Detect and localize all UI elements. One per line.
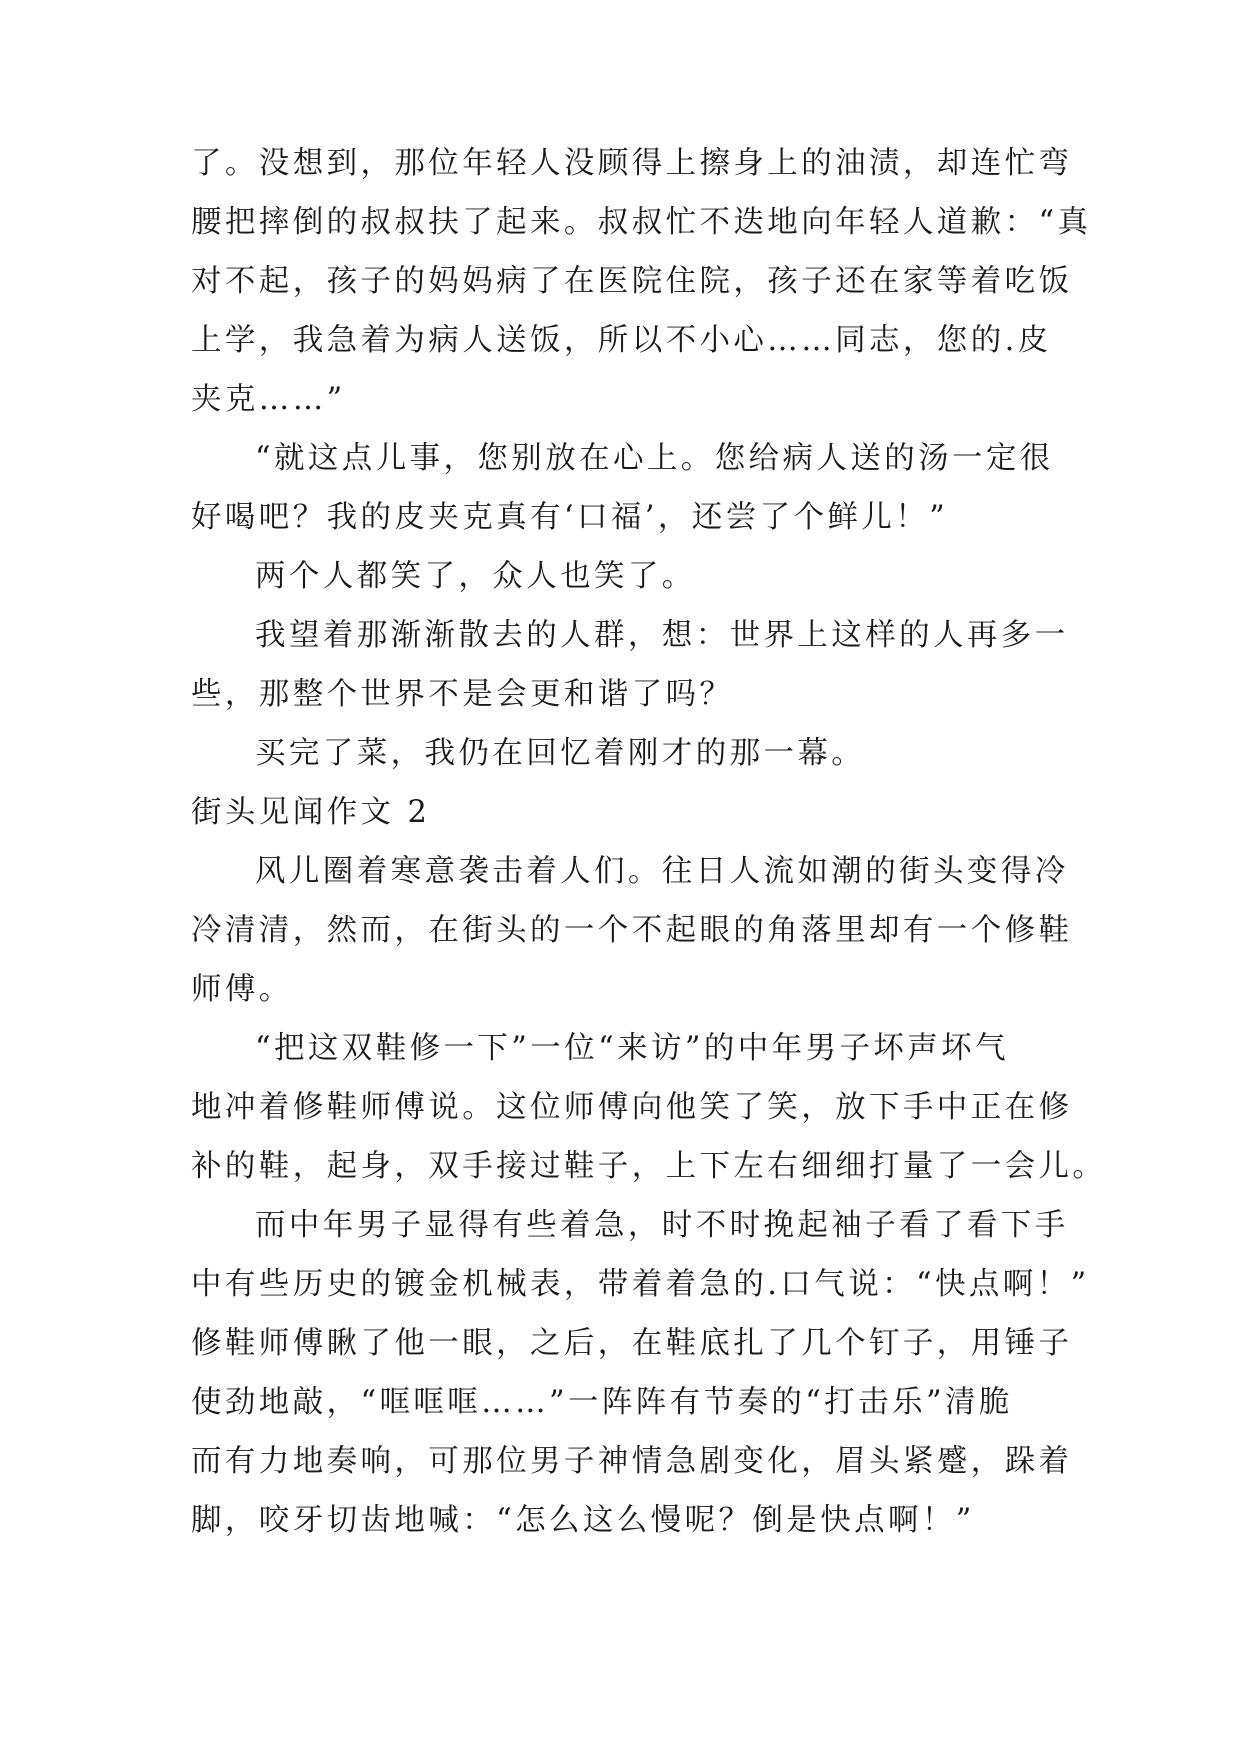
text-line: 了。没想到，那位年轻人没顾得上擦身上的油渍，却连忙弯 <box>191 146 1073 181</box>
text-line: 脚，咬牙切齿地喊：“怎么这么慢呢？倒是快点啊！” <box>191 1503 975 1538</box>
paragraph-first-line: 而中年男子显得有些着急，时不时挽起袖子看了看下手 <box>255 1208 1069 1243</box>
document-body <box>191 134 1107 1550</box>
text-line: 腰把摔倒的叔叔扶了起来。叔叔忙不迭地向年轻人道歉：“真 <box>191 205 1092 240</box>
text-line: 使劲地敲，“哐哐哐……”一阵阵有节奏的“打击乐”清脆 <box>191 1385 1013 1420</box>
text-line: 而有力地奏响，可那位男子神情急剧变化，眉头紧蹙，跺着 <box>191 1444 1073 1479</box>
paragraph-first-line: “把这双鞋修一下”一位“来访”的中年男子坏声坏气 <box>255 1031 1009 1066</box>
paragraph-first-line: 买完了菜，我仍在回忆着刚才的那一幕。 <box>255 736 866 771</box>
section-heading: 街头见闻作文 2 <box>191 795 431 830</box>
text-line: 些，那整个世界不是会更和谐了吗？ <box>191 677 734 712</box>
text-line: 对不起，孩子的妈妈病了在医院住院，孩子还在家等着吃饭 <box>191 264 1073 299</box>
text-line: 冷清清，然而，在街头的一个不起眼的角落里却有一个修鞋 <box>191 913 1073 948</box>
text-line: 好喝吧？我的皮夹克真有‘口福’，还尝了个鲜儿！” <box>191 500 949 535</box>
text-line: 上学，我急着为病人送饭，所以不小心……同志，您的.皮 <box>191 323 1052 358</box>
text-line: 师傅。 <box>191 972 293 1007</box>
paragraph-first-line: 我望着那渐渐散去的人群，想：世界上这样的人再多一 <box>255 618 1069 653</box>
paragraph-first-line: 两个人都笑了，众人也笑了。 <box>255 559 696 594</box>
text-line: 修鞋师傅瞅了他一眼，之后，在鞋底扎了几个钉子，用锤子 <box>191 1326 1073 1361</box>
text-line: 夹克……” <box>191 382 346 417</box>
paragraph-first-line: “就这点儿事，您别放在心上。您给病人送的汤一定很 <box>255 441 1054 476</box>
text-line: 补的鞋，起身，双手接过鞋子，上下左右细细打量了一会儿。 <box>191 1149 1107 1184</box>
text-line: 地冲着修鞋师傅说。这位师傅向他笑了笑，放下手中正在修 <box>191 1090 1073 1125</box>
paragraph-first-line: 风儿圈着寒意袭击着人们。往日人流如潮的街头变得冷 <box>255 854 1069 889</box>
text-line: 中有些历史的镀金机械表，带着着急的.口气说：“快点啊！” <box>191 1267 1090 1302</box>
